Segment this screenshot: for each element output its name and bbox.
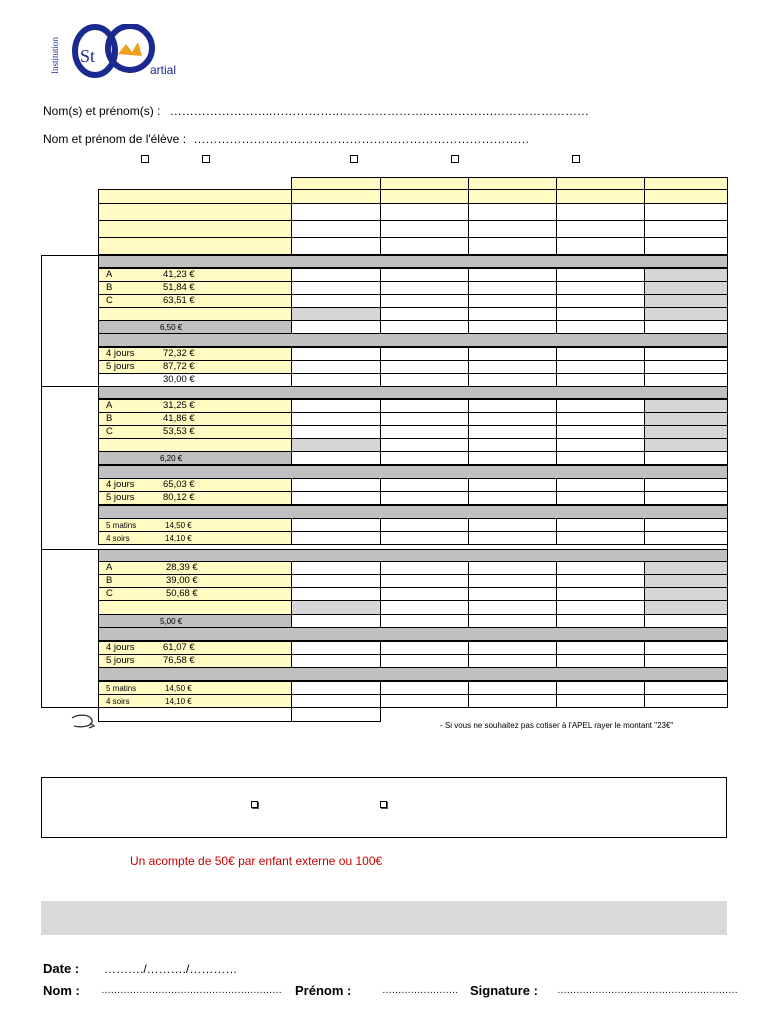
header-cell [556,189,645,204]
row-label-cell [98,294,292,308]
value-cell[interactable] [556,438,645,452]
value-cell[interactable] [291,491,381,505]
value-cell[interactable] [468,574,557,588]
garderie-separator [98,667,728,681]
value-cell[interactable] [380,320,469,334]
value-cell[interactable] [291,220,381,238]
value-cell[interactable] [556,491,645,505]
value-cell[interactable] [380,360,469,374]
value-cell[interactable] [644,281,728,295]
prenom-label: Prénom : [295,983,352,998]
signature-field[interactable]: ………………………………………………… [557,985,738,996]
value-cell[interactable] [291,438,381,452]
value-cell[interactable] [380,281,469,295]
value-cell[interactable] [291,574,381,588]
value-cell[interactable] [644,681,728,695]
value-cell[interactable] [468,600,557,615]
value-cell[interactable] [380,412,469,426]
value-cell[interactable] [380,600,469,615]
payment-checkbox-1[interactable] [251,801,258,808]
rate-code: C [106,295,113,306]
value-cell[interactable] [556,574,645,588]
value-cell[interactable] [644,294,728,308]
value-cell[interactable] [291,451,381,465]
header-cell [291,189,381,204]
value-cell[interactable] [644,220,728,238]
value-cell[interactable] [291,237,381,255]
row-label-cell [98,614,292,628]
logo-artial-text: artial [150,63,177,77]
value-cell[interactable] [291,412,381,426]
value-cell[interactable] [556,518,645,532]
value-cell[interactable] [644,574,728,588]
value-cell[interactable] [468,561,557,575]
days-label: 5 jours [106,655,135,666]
section-separator [98,333,728,347]
rate-code: B [106,282,113,293]
rate-price: 28,39 € [166,562,198,573]
student-name-label: Nom et prénom de l'élève : [43,132,187,146]
value-cell[interactable] [644,561,728,575]
rate-code: B [106,575,113,586]
value-cell[interactable] [468,587,557,601]
value-cell[interactable] [556,587,645,601]
return-arrow-icon [68,712,98,737]
value-cell[interactable] [291,373,381,387]
value-cell[interactable] [291,681,381,695]
garderie-price: 14,50 € [165,521,192,530]
value-cell[interactable] [556,654,645,668]
prenom-field[interactable]: …………………… [382,985,458,996]
value-cell[interactable] [468,694,557,708]
days-price: 87,72 € [163,361,195,372]
row-label-cell [98,412,292,426]
garderie-separator [98,505,728,519]
value-cell[interactable] [468,307,557,321]
value-cell[interactable] [468,518,557,532]
parents-name-dots: ……………………..……………..…………………..…………….…………………… [169,104,590,118]
row-label-cell [98,237,292,255]
rate-code: A [106,269,113,280]
value-cell[interactable] [644,399,728,413]
value-cell[interactable] [380,373,469,387]
value-cell[interactable] [556,561,645,575]
value-cell[interactable] [380,681,469,695]
rate-code: C [106,588,113,599]
value-cell[interactable] [291,518,381,532]
logo-institution-text: Institution [50,36,60,74]
value-cell[interactable] [556,373,645,387]
value-cell[interactable] [291,531,381,545]
value-cell[interactable] [556,220,645,238]
garderie-label: 5 matins [106,684,137,693]
value-cell[interactable] [556,320,645,334]
value-cell[interactable] [556,360,645,374]
value-cell[interactable] [468,360,557,374]
days-price: 30,00 € [163,374,195,385]
value-cell[interactable] [644,347,728,361]
row-label-cell [98,451,292,465]
value-cell[interactable] [380,587,469,601]
value-cell[interactable] [291,425,381,439]
rate-code: A [106,562,113,573]
row-label-cell [98,425,292,439]
value-cell[interactable] [644,518,728,532]
value-cell[interactable] [380,347,469,361]
logo-st-text: St [80,46,96,66]
value-cell[interactable] [556,681,645,695]
value-cell[interactable] [468,438,557,452]
value-cell[interactable] [556,412,645,426]
rate-price: 63,51 € [163,295,195,306]
value-cell[interactable] [644,320,728,334]
value-cell[interactable] [556,399,645,413]
value-cell[interactable] [644,438,728,452]
value-cell[interactable] [291,268,381,282]
grey-band [41,901,727,935]
days-price: 72,32 € [163,348,195,359]
rate-price: 41,23 € [163,269,195,280]
value-cell[interactable] [291,203,381,221]
rate-price: 39,00 € [166,575,198,586]
nom-field[interactable]: ………………………………………………… [101,985,282,996]
value-cell[interactable] [556,641,645,655]
date-value[interactable]: ………./………./………… [104,962,238,976]
value-cell[interactable] [644,654,728,668]
value-cell[interactable] [644,360,728,374]
total-value-cell[interactable] [291,707,381,722]
value-cell[interactable] [380,561,469,575]
value-cell[interactable] [644,614,728,628]
value-cell[interactable] [291,694,381,708]
value-cell[interactable] [380,641,469,655]
garderie-price: 14,10 € [165,697,192,706]
value-cell[interactable] [468,203,557,221]
payment-checkbox-2[interactable] [380,801,387,808]
value-cell[interactable] [556,531,645,545]
value-cell[interactable] [291,307,381,321]
header-cell [380,189,469,204]
value-cell[interactable] [380,294,469,308]
row-label-cell [98,600,292,615]
value-cell[interactable] [291,587,381,601]
days-price: 76,58 € [163,655,195,666]
value-cell[interactable] [644,600,728,615]
value-cell[interactable] [468,268,557,282]
value-cell[interactable] [468,320,557,334]
value-cell[interactable] [291,294,381,308]
value-cell[interactable] [380,614,469,628]
value-cell[interactable] [291,281,381,295]
days-label: 5 jours [106,361,135,372]
value-cell[interactable] [380,531,469,545]
rate-price: 51,84 € [163,282,195,293]
value-cell[interactable] [380,451,469,465]
rate-price: 41,86 € [163,413,195,424]
value-cell[interactable] [468,412,557,426]
value-cell[interactable] [644,587,728,601]
value-cell[interactable] [644,412,728,426]
value-cell[interactable] [556,451,645,465]
total-label-cell [98,707,292,722]
value-cell[interactable] [556,281,645,295]
deposit-text: Un acompte de 50€ par enfant externe ou 100€ [130,854,383,868]
value-cell[interactable] [644,478,728,492]
value-cell[interactable] [380,220,469,238]
garderie-label: 4 soirs [106,534,130,543]
value-cell[interactable] [556,268,645,282]
value-cell[interactable] [380,491,469,505]
days-price: 65,03 € [163,479,195,490]
value-cell[interactable] [644,451,728,465]
value-cell[interactable] [468,641,557,655]
value-cell[interactable] [291,561,381,575]
value-cell[interactable] [468,491,557,505]
garderie-price: 14,10 € [165,534,192,543]
section-header-2 [98,386,728,399]
value-cell[interactable] [380,438,469,452]
row-label-cell [98,320,292,334]
garderie-price: 14,50 € [165,684,192,693]
row-label-cell [98,438,292,452]
days-label: 4 jours [106,479,135,490]
value-cell[interactable] [556,614,645,628]
value-cell[interactable] [380,518,469,532]
nom-label: Nom : [43,983,80,998]
rate-price: 53,53 € [163,426,195,437]
value-cell[interactable] [468,531,557,545]
value-cell[interactable] [291,600,381,615]
value-cell[interactable] [556,203,645,221]
value-cell[interactable] [291,399,381,413]
rate-code: B [106,413,113,424]
signature-label: Signature : [470,983,538,998]
days-label: 5 jours [106,492,135,503]
value-cell[interactable] [468,681,557,695]
value-cell[interactable] [291,360,381,374]
value-cell[interactable] [380,694,469,708]
value-cell[interactable] [644,491,728,505]
value-cell[interactable] [644,641,728,655]
value-cell[interactable] [380,399,469,413]
section-header-1 [98,255,728,268]
value-cell[interactable] [468,614,557,628]
value-cell[interactable] [644,425,728,439]
days-price: 61,07 € [163,642,195,653]
value-cell[interactable] [644,203,728,221]
value-cell[interactable] [644,237,728,255]
value-cell[interactable] [291,478,381,492]
days-label: 4 jours [106,348,135,359]
section-separator [98,627,728,641]
value-cell[interactable] [556,694,645,708]
value-cell[interactable] [291,347,381,361]
value-cell[interactable] [644,694,728,708]
value-cell[interactable] [644,268,728,282]
unit-price: 5,00 € [160,617,183,626]
row-label-cell [98,307,292,321]
row-label-cell [98,268,292,282]
value-cell[interactable] [556,294,645,308]
rate-code: C [106,426,113,437]
value-cell[interactable] [380,203,469,221]
rate-price: 50,68 € [166,588,198,599]
value-cell[interactable] [556,307,645,321]
value-cell[interactable] [291,641,381,655]
value-cell[interactable] [468,399,557,413]
row-label-cell [98,220,292,238]
row-label-cell [98,399,292,413]
garderie-label: 5 matins [106,521,137,530]
unit-price: 6,50 € [160,323,183,332]
row-label-cell [98,203,292,221]
value-cell[interactable] [468,237,557,255]
value-cell[interactable] [468,451,557,465]
value-cell[interactable] [380,237,469,255]
value-cell[interactable] [380,654,469,668]
value-cell[interactable] [380,307,469,321]
garderie-label: 4 soirs [106,697,130,706]
unit-price: 6,20 € [160,454,183,463]
section-separator [98,465,728,479]
value-cell[interactable] [291,614,381,628]
date-label: Date : [43,961,80,976]
value-cell[interactable] [468,478,557,492]
value-cell[interactable] [468,425,557,439]
row-label-cell [98,373,292,387]
value-cell[interactable] [291,654,381,668]
rate-price: 31,25 € [163,400,195,411]
student-name-dots: ………………………………………………………………………… [193,132,530,146]
value-cell[interactable] [468,281,557,295]
value-cell[interactable] [556,600,645,615]
apel-note: - Si vous ne souhaitez pas cotiser à l'APEL rayer le montant "23€" [440,721,674,730]
value-cell[interactable] [468,220,557,238]
header-cell [644,189,728,204]
value-cell[interactable] [644,307,728,321]
value-cell[interactable] [291,320,381,334]
value-cell[interactable] [468,654,557,668]
value-cell[interactable] [556,478,645,492]
value-cell[interactable] [468,347,557,361]
days-price: 80,12 € [163,492,195,503]
parents-name-label: Nom(s) et prénom(s) : [43,104,161,118]
value-cell[interactable] [644,373,728,387]
days-label: 4 jours [106,642,135,653]
value-cell[interactable] [556,347,645,361]
value-cell[interactable] [644,531,728,545]
rate-code: A [106,400,113,411]
value-cell[interactable] [468,294,557,308]
value-cell[interactable] [468,373,557,387]
value-cell[interactable] [380,574,469,588]
header-cell [468,189,557,204]
value-cell[interactable] [556,237,645,255]
row-label-cell [98,281,292,295]
value-cell[interactable] [380,268,469,282]
value-cell[interactable] [380,425,469,439]
value-cell[interactable] [556,425,645,439]
value-cell[interactable] [380,478,469,492]
